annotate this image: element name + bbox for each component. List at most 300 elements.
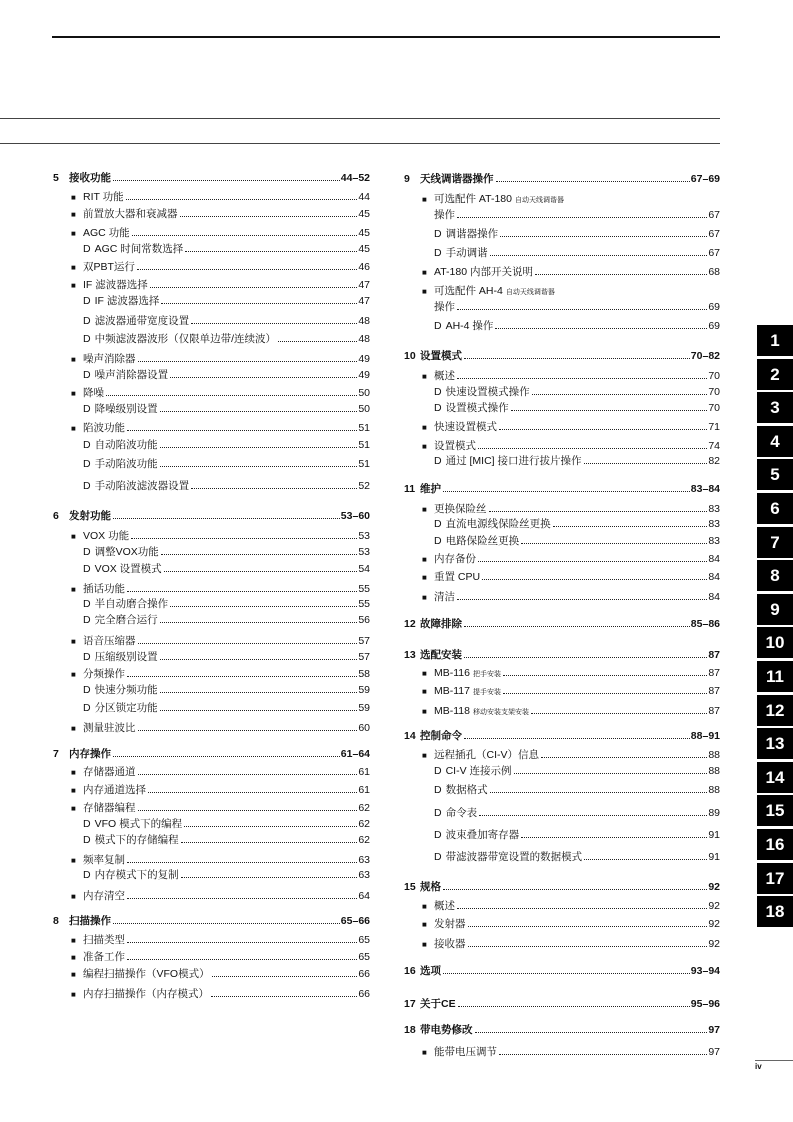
toc-entry-label: MB-118 bbox=[434, 705, 470, 717]
toc-subentry bbox=[53, 650, 370, 664]
toc-section-pages: 70–82 bbox=[690, 350, 720, 362]
square-bullet-icon: ■ bbox=[71, 281, 76, 290]
toc-entry-label: 降噪 bbox=[83, 387, 104, 399]
dot-leader bbox=[170, 606, 357, 607]
dot-leader bbox=[535, 274, 707, 275]
toc-entry-label: AH-4 操作 bbox=[445, 320, 494, 332]
toc-entry bbox=[53, 278, 370, 292]
toc-entry-page: 88 bbox=[708, 765, 720, 777]
toc-entry bbox=[404, 192, 720, 206]
square-bullet-icon: ■ bbox=[71, 637, 76, 646]
toc-entry-label: 手动调谐 bbox=[445, 247, 488, 259]
toc-entry-page: 59 bbox=[358, 684, 370, 696]
toc-entry-label: 频率复制 bbox=[83, 854, 125, 866]
toc-entry-page: 51 bbox=[358, 458, 370, 470]
toc-entry-label: 电路保险丝更换 bbox=[445, 535, 520, 547]
toc-entry-page: 60 bbox=[358, 722, 370, 734]
toc-entry-page: 47 bbox=[358, 295, 370, 307]
toc-subentry bbox=[53, 242, 370, 256]
toc-entry-label: 准备工作 bbox=[83, 951, 125, 963]
toc-entry-page: 66 bbox=[358, 988, 370, 1000]
dot-leader bbox=[464, 657, 707, 658]
square-bullet-icon: ■ bbox=[422, 555, 427, 564]
toc-entry-label: 内存备份 bbox=[434, 553, 476, 565]
toc-entry-page: 82 bbox=[708, 455, 720, 467]
toc-section-title: 扫描操作 bbox=[69, 915, 111, 927]
square-bullet-icon: ■ bbox=[422, 442, 427, 451]
dot-leader bbox=[138, 730, 358, 731]
toc-section-header bbox=[404, 729, 720, 743]
toc-entry-label: 命令表 bbox=[445, 807, 478, 819]
dot-leader bbox=[490, 792, 708, 793]
toc-entry bbox=[53, 352, 370, 366]
square-bullet-icon: ■ bbox=[71, 786, 76, 795]
toc-section-title: 故障排除 bbox=[420, 618, 462, 630]
square-bullet-icon: ■ bbox=[71, 193, 76, 202]
dot-leader bbox=[132, 235, 358, 236]
dot-leader bbox=[495, 328, 707, 329]
toc-subentry-marker: D bbox=[434, 455, 442, 467]
toc-entry-page: 53 bbox=[358, 530, 370, 542]
dot-leader bbox=[160, 466, 358, 467]
toc-entry-page: 64 bbox=[358, 890, 370, 902]
toc-entry-page: 71 bbox=[708, 421, 720, 433]
dot-leader bbox=[499, 1054, 707, 1055]
toc-section-number: 10 bbox=[404, 350, 416, 362]
toc-entry-page: 65 bbox=[358, 934, 370, 946]
chapter-tab: 1 bbox=[757, 325, 793, 356]
toc-entry-label: 快速分频功能 bbox=[94, 684, 158, 696]
toc-entry bbox=[53, 582, 370, 596]
dot-leader bbox=[475, 1032, 708, 1033]
toc-section-header bbox=[53, 171, 370, 185]
toc-subentry-marker: D bbox=[83, 818, 91, 830]
toc-entry-label: 扫描类型 bbox=[83, 934, 125, 946]
toc-section-header bbox=[53, 509, 370, 523]
toc-subentry-marker: D bbox=[434, 518, 442, 530]
toc-entry-label: 语音压缩器 bbox=[83, 635, 136, 647]
dot-leader bbox=[191, 323, 357, 324]
toc-entry-page: 56 bbox=[358, 614, 370, 626]
toc-entry bbox=[53, 933, 370, 947]
toc-section-title: 内存操作 bbox=[69, 748, 111, 760]
dot-leader bbox=[127, 430, 357, 431]
toc-entry-page: 51 bbox=[358, 439, 370, 451]
toc-subentry bbox=[404, 227, 720, 241]
toc-entry bbox=[53, 529, 370, 543]
dot-leader bbox=[127, 959, 357, 960]
square-bullet-icon: ■ bbox=[422, 195, 427, 204]
toc-entry-page: 70 bbox=[708, 402, 720, 414]
dot-leader bbox=[161, 554, 358, 555]
toc-section-pages: 67–69 bbox=[690, 173, 720, 185]
toc-subentry bbox=[404, 828, 720, 842]
toc-entry-page: 63 bbox=[358, 869, 370, 881]
toc-entry-page: 49 bbox=[358, 369, 370, 381]
toc-entry-label: 设置模式操作 bbox=[445, 402, 509, 414]
square-bullet-icon: ■ bbox=[422, 920, 427, 929]
toc-entry bbox=[53, 967, 370, 981]
toc-subentry-marker: D bbox=[434, 851, 442, 863]
dot-leader bbox=[457, 378, 707, 379]
toc-subentry-marker: D bbox=[434, 386, 442, 398]
toc-section-number: 9 bbox=[404, 173, 410, 185]
toc-entry-page: 57 bbox=[358, 635, 370, 647]
toc-subentry bbox=[53, 368, 370, 382]
chapter-tab: 6 bbox=[757, 493, 793, 524]
dot-leader bbox=[127, 862, 357, 863]
square-bullet-icon: ■ bbox=[71, 389, 76, 398]
toc-subentry-marker: D bbox=[83, 295, 91, 307]
toc-entry-page: 54 bbox=[358, 563, 370, 575]
toc-subentry bbox=[53, 314, 370, 328]
toc-entry-page: 66 bbox=[358, 968, 370, 980]
toc-entry-label: 压缩级别设置 bbox=[94, 651, 158, 663]
toc-entry-page: 62 bbox=[358, 834, 370, 846]
toc-section-header bbox=[53, 914, 370, 928]
toc-section-header bbox=[404, 349, 720, 363]
toc-entry-label: 内存模式下的复制 bbox=[94, 869, 179, 881]
toc-entry-label: 中频滤波器波形（仅限单边带/连续波） bbox=[94, 333, 277, 345]
toc-section-pages: 85–86 bbox=[690, 618, 720, 630]
toc-entry-page: 62 bbox=[358, 802, 370, 814]
toc-entry bbox=[53, 260, 370, 274]
toc-section-header bbox=[404, 880, 720, 894]
toc-entry-label: 可选配件 AH-4 bbox=[434, 285, 503, 297]
dot-leader bbox=[160, 659, 358, 660]
toc-entry-label: 清洁 bbox=[434, 591, 455, 603]
toc-entry bbox=[404, 439, 720, 453]
toc-entry-label: 内存扫描操作（内存模式） bbox=[83, 988, 209, 1000]
toc-section-title: 选项 bbox=[420, 965, 441, 977]
toc-section-pages: 53–60 bbox=[340, 510, 370, 522]
dot-leader bbox=[127, 942, 357, 943]
chapter-tab: 2 bbox=[757, 359, 793, 390]
toc-entry-label: 波束叠加寄存器 bbox=[445, 829, 520, 841]
toc-entry-label: 手动陷波滤波器设置 bbox=[94, 480, 190, 492]
toc-entry-label: 存储器编程 bbox=[83, 802, 136, 814]
dot-leader bbox=[479, 815, 707, 816]
toc-section-number: 7 bbox=[53, 748, 59, 760]
toc-subentry-marker: D bbox=[83, 651, 91, 663]
toc-subentry bbox=[404, 806, 720, 820]
toc-entry-label: 远程插孔（CI-V）信息 bbox=[434, 749, 539, 761]
dot-leader bbox=[541, 757, 707, 758]
dot-leader bbox=[521, 543, 707, 544]
toc-section-title: 选配安装 bbox=[420, 649, 462, 661]
dot-leader bbox=[278, 341, 357, 342]
toc-entry-label: 噪声消除器 bbox=[83, 353, 136, 365]
toc-section-title: 带电势修改 bbox=[420, 1024, 473, 1036]
dot-leader bbox=[521, 837, 707, 838]
toc-section-number: 17 bbox=[404, 998, 416, 1010]
square-bullet-icon: ■ bbox=[422, 687, 427, 696]
toc-subentry bbox=[53, 332, 370, 346]
toc-section-number: 15 bbox=[404, 881, 416, 893]
toc-entry-label: VFO 模式下的编程 bbox=[94, 818, 183, 830]
toc-subentry-marker: D bbox=[434, 402, 442, 414]
toc-section-number: 14 bbox=[404, 730, 416, 742]
dot-leader bbox=[181, 842, 358, 843]
toc-subentry bbox=[53, 817, 370, 831]
toc-entry-page: 57 bbox=[358, 651, 370, 663]
toc-subentry-marker: D bbox=[434, 807, 442, 819]
toc-entry-page: 84 bbox=[708, 591, 720, 603]
toc-entry-label: 通过 [MIC] 接口进行拔片操作 bbox=[445, 455, 582, 467]
dot-leader bbox=[503, 693, 707, 694]
toc-entry-page: 89 bbox=[708, 807, 720, 819]
toc-subentry-marker: D bbox=[434, 765, 442, 777]
chapter-tab: 3 bbox=[757, 392, 793, 423]
toc-section-number: 16 bbox=[404, 965, 416, 977]
toc-entry-label: 概述 bbox=[434, 900, 455, 912]
toc-entry bbox=[404, 748, 720, 762]
toc-section-header bbox=[404, 617, 720, 631]
chapter-tab: 14 bbox=[757, 762, 793, 793]
square-bullet-icon: ■ bbox=[422, 287, 427, 296]
toc-section-header bbox=[404, 997, 720, 1011]
dot-leader bbox=[482, 579, 707, 580]
chapter-tab: 15 bbox=[757, 795, 793, 826]
toc-entry bbox=[53, 950, 370, 964]
square-bullet-icon: ■ bbox=[71, 424, 76, 433]
toc-subentry bbox=[404, 850, 720, 864]
toc-entry-page: 92 bbox=[708, 900, 720, 912]
toc-entry-label: MB-117 bbox=[434, 685, 470, 697]
toc-subentry bbox=[53, 457, 370, 471]
dot-leader bbox=[138, 810, 358, 811]
square-bullet-icon: ■ bbox=[422, 751, 427, 760]
toc-entry-continuation bbox=[404, 208, 720, 222]
toc-entry-page: 83 bbox=[708, 503, 720, 515]
dot-leader bbox=[532, 394, 708, 395]
toc-entry-page: 63 bbox=[358, 854, 370, 866]
toc-entry bbox=[404, 899, 720, 913]
toc-entry-label: 双PBT运行 bbox=[83, 261, 135, 273]
toc-entry-label: IF 滤波器选择 bbox=[94, 295, 160, 307]
footer-rule bbox=[755, 1060, 793, 1061]
square-bullet-icon: ■ bbox=[71, 670, 76, 679]
toc-section-pages: 83–84 bbox=[690, 483, 720, 495]
toc-entry bbox=[404, 666, 720, 680]
dot-leader bbox=[490, 255, 708, 256]
toc-subentry-marker: D bbox=[83, 598, 91, 610]
square-bullet-icon: ■ bbox=[71, 936, 76, 945]
toc-entry-page: 67 bbox=[708, 209, 720, 221]
square-bullet-icon: ■ bbox=[71, 210, 76, 219]
toc-section-pages: 61–64 bbox=[340, 748, 370, 760]
toc-subentry bbox=[404, 246, 720, 260]
toc-subentry-marker: D bbox=[434, 535, 442, 547]
square-bullet-icon: ■ bbox=[71, 263, 76, 272]
dot-leader bbox=[138, 643, 358, 644]
square-bullet-icon: ■ bbox=[71, 892, 76, 901]
dot-leader bbox=[113, 923, 340, 924]
toc-entry-page: 55 bbox=[358, 583, 370, 595]
square-bullet-icon: ■ bbox=[422, 669, 427, 678]
toc-entry-label: 半自动磨合操作 bbox=[94, 598, 169, 610]
toc-entry-label: 滤波器通带宽度设置 bbox=[94, 315, 190, 327]
toc-entry bbox=[53, 421, 370, 435]
toc-subentry-marker: D bbox=[434, 784, 442, 796]
toc-entry bbox=[53, 190, 370, 204]
dot-leader bbox=[160, 447, 358, 448]
toc-section-number: 12 bbox=[404, 618, 416, 630]
toc-entry-note: 移动安装支架安装 bbox=[473, 709, 529, 716]
dot-leader bbox=[458, 1006, 690, 1007]
toc-entry-label: 内存通道选择 bbox=[83, 784, 146, 796]
dot-leader bbox=[170, 377, 357, 378]
chapter-tab: 10 bbox=[757, 627, 793, 658]
toc-entry bbox=[404, 420, 720, 434]
toc-section-header bbox=[404, 482, 720, 496]
toc-entry-page: 50 bbox=[358, 387, 370, 399]
dot-leader bbox=[131, 538, 357, 539]
toc-subentry bbox=[53, 833, 370, 847]
square-bullet-icon: ■ bbox=[71, 953, 76, 962]
dot-leader bbox=[126, 199, 358, 200]
toc-subentry bbox=[404, 534, 720, 548]
toc-entry-label: 编程扫描操作（VFO模式） bbox=[83, 968, 210, 980]
chapter-tab: 16 bbox=[757, 829, 793, 860]
toc-entry-page: 84 bbox=[708, 553, 720, 565]
dot-leader bbox=[443, 491, 690, 492]
toc-entry-page: 92 bbox=[708, 918, 720, 930]
toc-subentry-marker: D bbox=[434, 829, 442, 841]
toc-entry-label: 插话功能 bbox=[83, 583, 125, 595]
toc-section-header bbox=[404, 1023, 720, 1037]
toc-entry-label: 存储器通道 bbox=[83, 766, 136, 778]
toc-section-pages: 88–91 bbox=[690, 730, 720, 742]
dot-leader bbox=[212, 976, 358, 977]
toc-subentry-marker: D bbox=[83, 684, 91, 696]
toc-section-pages: 95–96 bbox=[690, 998, 720, 1010]
toc-subentry-marker: D bbox=[434, 247, 442, 259]
dot-leader bbox=[500, 236, 707, 237]
square-bullet-icon: ■ bbox=[422, 593, 427, 602]
toc-subentry bbox=[53, 438, 370, 452]
toc-subentry bbox=[53, 479, 370, 493]
toc-subentry-marker: D bbox=[83, 315, 91, 327]
square-bullet-icon: ■ bbox=[422, 902, 427, 911]
dot-leader bbox=[503, 675, 707, 676]
toc-entry-page: 61 bbox=[358, 766, 370, 778]
toc-subentry bbox=[53, 545, 370, 559]
toc-section-number: 13 bbox=[404, 649, 416, 661]
toc-entry-page: 87 bbox=[708, 705, 720, 717]
square-bullet-icon: ■ bbox=[422, 940, 427, 949]
toc-section-pages: 65–66 bbox=[340, 915, 370, 927]
toc-entry-page: 91 bbox=[708, 851, 720, 863]
toc-entry-page: 48 bbox=[358, 315, 370, 327]
dot-leader bbox=[553, 526, 708, 527]
toc-entry-label: 直流电源线保险丝更换 bbox=[445, 518, 551, 530]
dot-leader bbox=[514, 773, 708, 774]
toc-entry-continuation bbox=[404, 300, 720, 314]
dot-leader bbox=[468, 926, 708, 927]
square-bullet-icon: ■ bbox=[71, 856, 76, 865]
dot-leader bbox=[127, 676, 357, 677]
toc-entry-page: 97 bbox=[708, 1046, 720, 1058]
dot-leader bbox=[191, 488, 357, 489]
dot-leader bbox=[160, 710, 358, 711]
toc-entry bbox=[404, 1045, 720, 1059]
toc-entry bbox=[53, 889, 370, 903]
toc-entry-label: 可选配件 AT-180 bbox=[434, 193, 512, 205]
square-bullet-icon: ■ bbox=[422, 573, 427, 582]
toc-entry-page: 50 bbox=[358, 403, 370, 415]
dot-leader bbox=[584, 463, 708, 464]
toc-entry-page: 88 bbox=[708, 784, 720, 796]
toc-section-title: 关于CE bbox=[420, 998, 456, 1010]
toc-entry bbox=[53, 987, 370, 1001]
toc-entry bbox=[53, 721, 370, 735]
square-bullet-icon: ■ bbox=[71, 970, 76, 979]
dot-leader bbox=[160, 411, 358, 412]
dot-leader bbox=[150, 287, 358, 288]
dot-leader bbox=[464, 626, 690, 627]
dot-leader bbox=[584, 859, 707, 860]
toc-entry-page: 59 bbox=[358, 702, 370, 714]
dot-leader bbox=[478, 448, 707, 449]
toc-entry-page: 45 bbox=[358, 227, 370, 239]
toc-entry-label: 重置 CPU bbox=[434, 571, 481, 583]
dot-leader bbox=[464, 738, 690, 739]
toc-entry-page: 52 bbox=[358, 480, 370, 492]
toc-section-header bbox=[404, 648, 720, 662]
toc-entry-page: 69 bbox=[708, 301, 720, 313]
toc-entry-page: 58 bbox=[358, 668, 370, 680]
toc-entry-page: 53 bbox=[358, 546, 370, 558]
toc-entry-page: 67 bbox=[708, 247, 720, 259]
toc-entry bbox=[404, 917, 720, 931]
toc-entry-label: AGC 功能 bbox=[83, 227, 130, 239]
toc-entry-label: 测量驻波比 bbox=[83, 722, 136, 734]
toc-section-number: 5 bbox=[53, 172, 59, 184]
toc-entry-page: 92 bbox=[708, 938, 720, 950]
square-bullet-icon: ■ bbox=[71, 990, 76, 999]
square-bullet-icon: ■ bbox=[71, 229, 76, 238]
dot-leader bbox=[113, 756, 340, 757]
dot-leader bbox=[464, 358, 690, 359]
toc-entry-label: 降噪级别设置 bbox=[94, 403, 158, 415]
toc-entry-label: 分频操作 bbox=[83, 668, 125, 680]
toc-entry bbox=[404, 937, 720, 951]
square-bullet-icon: ■ bbox=[422, 1048, 427, 1057]
dot-leader bbox=[160, 692, 358, 693]
toc-entry-label: CI-V 连接示例 bbox=[445, 765, 512, 777]
toc-subentry bbox=[53, 402, 370, 416]
toc-entry-page: 91 bbox=[708, 829, 720, 841]
toc-subentry bbox=[53, 294, 370, 308]
toc-subentry-marker: D bbox=[83, 403, 91, 415]
toc-subentry bbox=[404, 319, 720, 333]
toc-section-number: 11 bbox=[404, 483, 416, 495]
toc-subentry bbox=[404, 454, 720, 468]
toc-subentry bbox=[53, 868, 370, 882]
toc-entry-page: 67 bbox=[708, 228, 720, 240]
dot-leader bbox=[180, 216, 358, 217]
dot-leader bbox=[113, 518, 340, 519]
toc-entry-label: 快速设置模式 bbox=[434, 421, 497, 433]
toc-entry-label: 调整VOX功能 bbox=[94, 546, 159, 558]
dot-leader bbox=[211, 996, 357, 997]
toc-entry-page: 87 bbox=[708, 667, 720, 679]
square-bullet-icon: ■ bbox=[422, 268, 427, 277]
toc-entry-label: 接收器 bbox=[434, 938, 466, 950]
dot-leader bbox=[161, 303, 357, 304]
toc-column-left bbox=[53, 0, 370, 1122]
